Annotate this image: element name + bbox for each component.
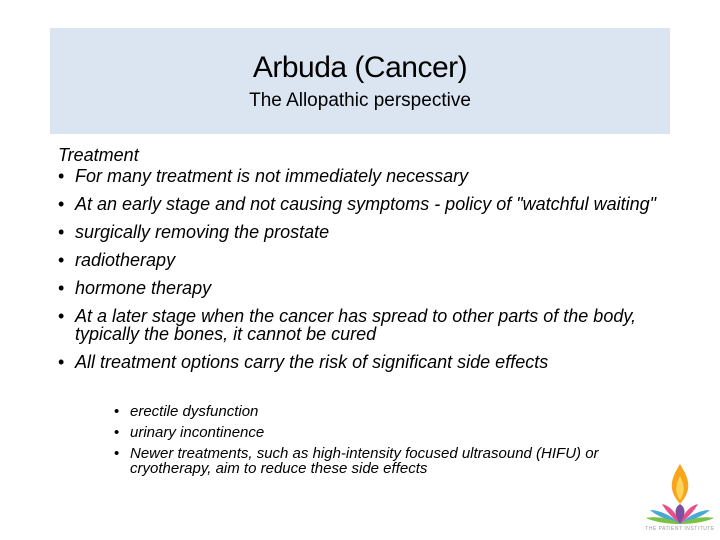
- list-item-text: At a later stage when the cancer has spread to other parts of the body, typically the bones, it cannot be cured: [75, 306, 637, 344]
- slide-content: [58, 143, 668, 381]
- bullet-icon: •: [58, 250, 65, 270]
- treatment-list: [58, 167, 668, 371]
- sub-list-item-text: Newer treatments, such as high-intensity focused ultrasound (HIFU) or cryotherapy, aim to reduce these side effects: [130, 445, 599, 477]
- bullet-icon: •: [114, 424, 120, 441]
- logo-text: THE PATIENT INSTITUTE: [645, 526, 715, 532]
- sub-list-item: [114, 446, 674, 476]
- bullet-icon: •: [114, 403, 120, 420]
- list-item-text: At an early stage and not causing symptoms - policy of "watchful waiting": [75, 194, 657, 214]
- list-item-text: radiotherapy: [75, 250, 176, 270]
- list-item: [58, 195, 668, 213]
- side-effects-list: [114, 404, 674, 482]
- bullet-icon: •: [58, 194, 65, 214]
- list-item-text: All treatment options carry the risk of significant side effects: [75, 352, 549, 372]
- list-item: [58, 279, 668, 297]
- sub-list-item: [114, 404, 674, 419]
- bullet-icon: •: [58, 222, 65, 242]
- bullet-icon: •: [58, 306, 65, 326]
- bullet-icon: •: [58, 166, 65, 186]
- list-item: [58, 167, 668, 185]
- section-heading: Treatment: [58, 145, 139, 165]
- sub-list-item: [114, 425, 674, 440]
- sub-list-item-text: erectile dysfunction: [130, 403, 259, 420]
- list-item-text: surgically removing the prostate: [75, 222, 330, 242]
- slide-title: Arbuda (Cancer): [252, 51, 468, 84]
- list-item: [58, 251, 668, 269]
- bullet-icon: •: [58, 278, 65, 298]
- list-item: [58, 223, 668, 241]
- list-item-text: For many treatment is not immediately necessary: [75, 166, 469, 186]
- list-item: [58, 307, 668, 343]
- sub-list-item-text: urinary incontinence: [130, 424, 265, 441]
- title-banner: [50, 28, 670, 134]
- bullet-icon: •: [58, 352, 65, 372]
- list-item: [58, 353, 668, 371]
- list-item-text: hormone therapy: [75, 278, 212, 298]
- slide-subtitle: The Allopathic perspective: [249, 90, 471, 111]
- bullet-icon: •: [114, 445, 120, 462]
